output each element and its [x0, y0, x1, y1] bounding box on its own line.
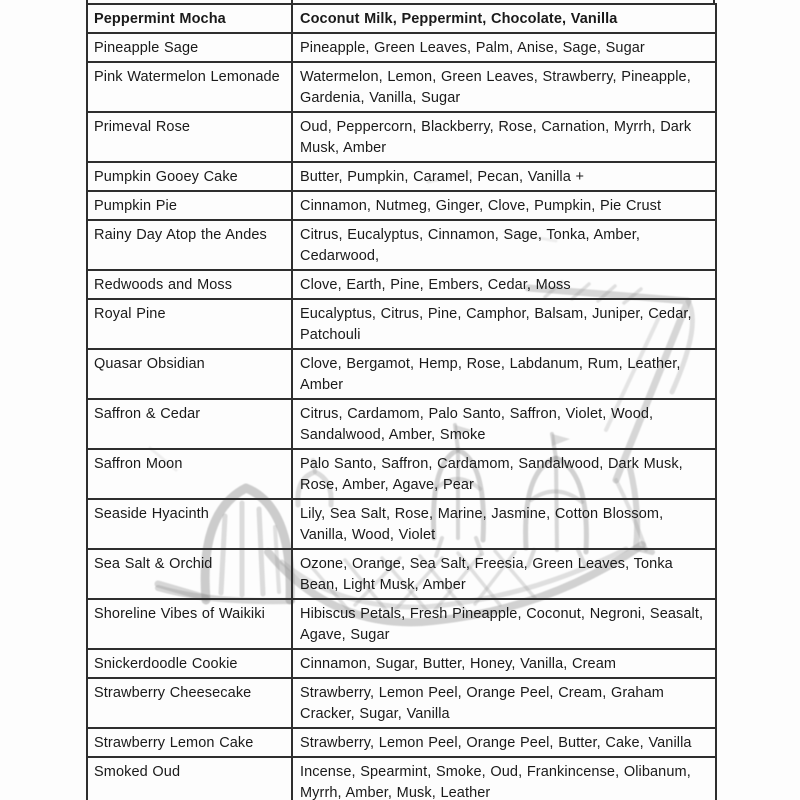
scent-name-cell — [87, 449, 292, 499]
scent-notes-cell — [292, 757, 716, 800]
table-row — [87, 649, 716, 678]
scent-name: Pumpkin Pie — [94, 198, 177, 214]
scent-notes: Coconut Milk, Peppermint, Chocolate, Vanilla — [300, 11, 618, 27]
scent-notes-cell — [292, 191, 716, 220]
scent-name: Pineapple Sage — [94, 40, 199, 56]
scent-name: Saffron & Cedar — [94, 406, 201, 422]
scent-table — [86, 3, 717, 800]
scent-name-cell — [87, 757, 292, 800]
scent-name: Seaside Hyacinth — [94, 506, 209, 522]
scent-notes: Cinnamon, Nutmeg, Ginger, Clove, Pumpkin, Pie Crust — [300, 198, 662, 214]
scent-name: Shoreline Vibes of Waikiki — [94, 606, 265, 622]
scent-notes-cell — [292, 728, 716, 757]
scent-name-cell — [87, 728, 292, 757]
scent-name: Pumpkin Gooey Cake — [94, 169, 238, 185]
scent-notes: Lily, Sea Salt, Rose, Marine, Jasmine, Cotton Blossom, Vanilla, Wood, Violet — [300, 506, 664, 543]
table-row — [87, 299, 716, 349]
scent-notes-cell — [292, 399, 716, 449]
scent-notes-cell — [292, 220, 716, 270]
scent-notes-cell — [292, 349, 716, 399]
scent-notes-cell — [292, 678, 716, 728]
table-row — [87, 678, 716, 728]
scent-notes: Palo Santo, Saffron, Cardamom, Sandalwood, Dark Musk, Rose, Amber, Agave, Pear — [300, 456, 683, 493]
scent-notes-cell — [292, 33, 716, 62]
scent-name-cell — [87, 649, 292, 678]
table-row — [87, 349, 716, 399]
scent-name: Snickerdoodle Cookie — [94, 656, 238, 672]
scent-name: Sea Salt & Orchid — [94, 556, 213, 572]
table-row — [87, 499, 716, 549]
scent-name-cell — [87, 549, 292, 599]
scent-notes: Watermelon, Lemon, Green Leaves, Strawberry, Pineapple, Gardenia, Vanilla, Sugar — [300, 69, 691, 106]
scent-name-cell — [87, 349, 292, 399]
scent-notes: Citrus, Cardamom, Palo Santo, Saffron, Violet, Wood, Sandalwood, Amber, Smoke — [300, 406, 654, 443]
table-row — [87, 449, 716, 499]
scent-notes: Ozone, Orange, Sea Salt, Freesia, Green Leaves, Tonka Bean, Light Musk, Amber — [300, 556, 673, 593]
scent-notes-cell — [292, 162, 716, 191]
scent-name-cell — [87, 62, 292, 112]
scent-notes-cell — [292, 649, 716, 678]
scent-name-cell — [87, 299, 292, 349]
table-row — [87, 757, 716, 800]
scent-name-cell — [87, 678, 292, 728]
scent-notes-cell — [292, 4, 716, 33]
table-row — [87, 62, 716, 112]
scent-name: Strawberry Cheesecake — [94, 685, 252, 701]
table-row — [87, 549, 716, 599]
scent-notes: Strawberry, Lemon Peel, Orange Peel, Cream, Graham Cracker, Sugar, Vanilla — [300, 685, 664, 722]
table-row — [87, 191, 716, 220]
scent-notes-cell — [292, 449, 716, 499]
scent-name: Rainy Day Atop the Andes — [94, 227, 267, 243]
scent-name: Primeval Rose — [94, 119, 191, 135]
table-row — [87, 220, 716, 270]
table-row — [87, 4, 716, 33]
scent-name: Strawberry Lemon Cake — [94, 735, 254, 751]
scent-name: Pink Watermelon Lemonade — [94, 69, 280, 85]
scent-notes: Pineapple, Green Leaves, Palm, Anise, Sage, Sugar — [300, 40, 645, 56]
scent-name: Quasar Obsidian — [94, 356, 205, 372]
scent-name-cell — [87, 112, 292, 162]
scent-name: Smoked Oud — [94, 764, 181, 780]
table-row — [87, 270, 716, 299]
scent-notes-cell — [292, 299, 716, 349]
table-row — [87, 599, 716, 649]
scent-name-cell — [87, 4, 292, 33]
scent-name-cell — [87, 399, 292, 449]
scent-notes: Eucalyptus, Citrus, Pine, Camphor, Balsam, Juniper, Cedar, Patchouli — [300, 306, 692, 343]
table-row — [87, 33, 716, 62]
scent-name-cell — [87, 599, 292, 649]
table-row — [87, 162, 716, 191]
scent-notes-cell — [292, 499, 716, 549]
scent-notes: Citrus, Eucalyptus, Cinnamon, Sage, Tonka, Amber, Cedarwood, — [300, 227, 641, 264]
table-row — [87, 728, 716, 757]
scent-name-cell — [87, 191, 292, 220]
table-row — [87, 112, 716, 162]
scent-notes: Hibiscus Petals, Fresh Pineapple, Coconut, Negroni, Seasalt, Agave, Sugar — [300, 606, 704, 643]
scent-notes: Cinnamon, Sugar, Butter, Honey, Vanilla, Cream — [300, 656, 617, 672]
scent-name-cell — [87, 162, 292, 191]
scent-name: Peppermint Mocha — [94, 11, 226, 27]
scent-notes-cell — [292, 112, 716, 162]
scent-notes: Butter, Pumpkin, Caramel, Pecan, Vanilla + — [300, 169, 585, 185]
scent-notes: Oud, Peppercorn, Blackberry, Rose, Carnation, Myrrh, Dark Musk, Amber — [300, 119, 692, 156]
scent-name: Saffron Moon — [94, 456, 183, 472]
scent-table-body — [87, 4, 716, 800]
scent-name: Royal Pine — [94, 306, 166, 322]
scent-notes: Strawberry, Lemon Peel, Orange Peel, Butter, Cake, Vanilla — [300, 735, 692, 751]
scent-notes: Clove, Bergamot, Hemp, Rose, Labdanum, Rum, Leather, Amber — [300, 356, 681, 393]
scent-notes: Clove, Earth, Pine, Embers, Cedar, Moss — [300, 277, 571, 293]
scent-name-cell — [87, 499, 292, 549]
scent-notes: Incense, Spearmint, Smoke, Oud, Frankincense, Olibanum, Myrrh, Amber, Musk, Leather — [300, 764, 691, 800]
scent-notes-cell — [292, 270, 716, 299]
scent-name-cell — [87, 33, 292, 62]
scent-notes-cell — [292, 62, 716, 112]
scent-name-cell — [87, 270, 292, 299]
scent-name: Redwoods and Moss — [94, 277, 233, 293]
scent-name-cell — [87, 220, 292, 270]
scent-notes-cell — [292, 549, 716, 599]
table-row — [87, 399, 716, 449]
scent-notes-cell — [292, 599, 716, 649]
